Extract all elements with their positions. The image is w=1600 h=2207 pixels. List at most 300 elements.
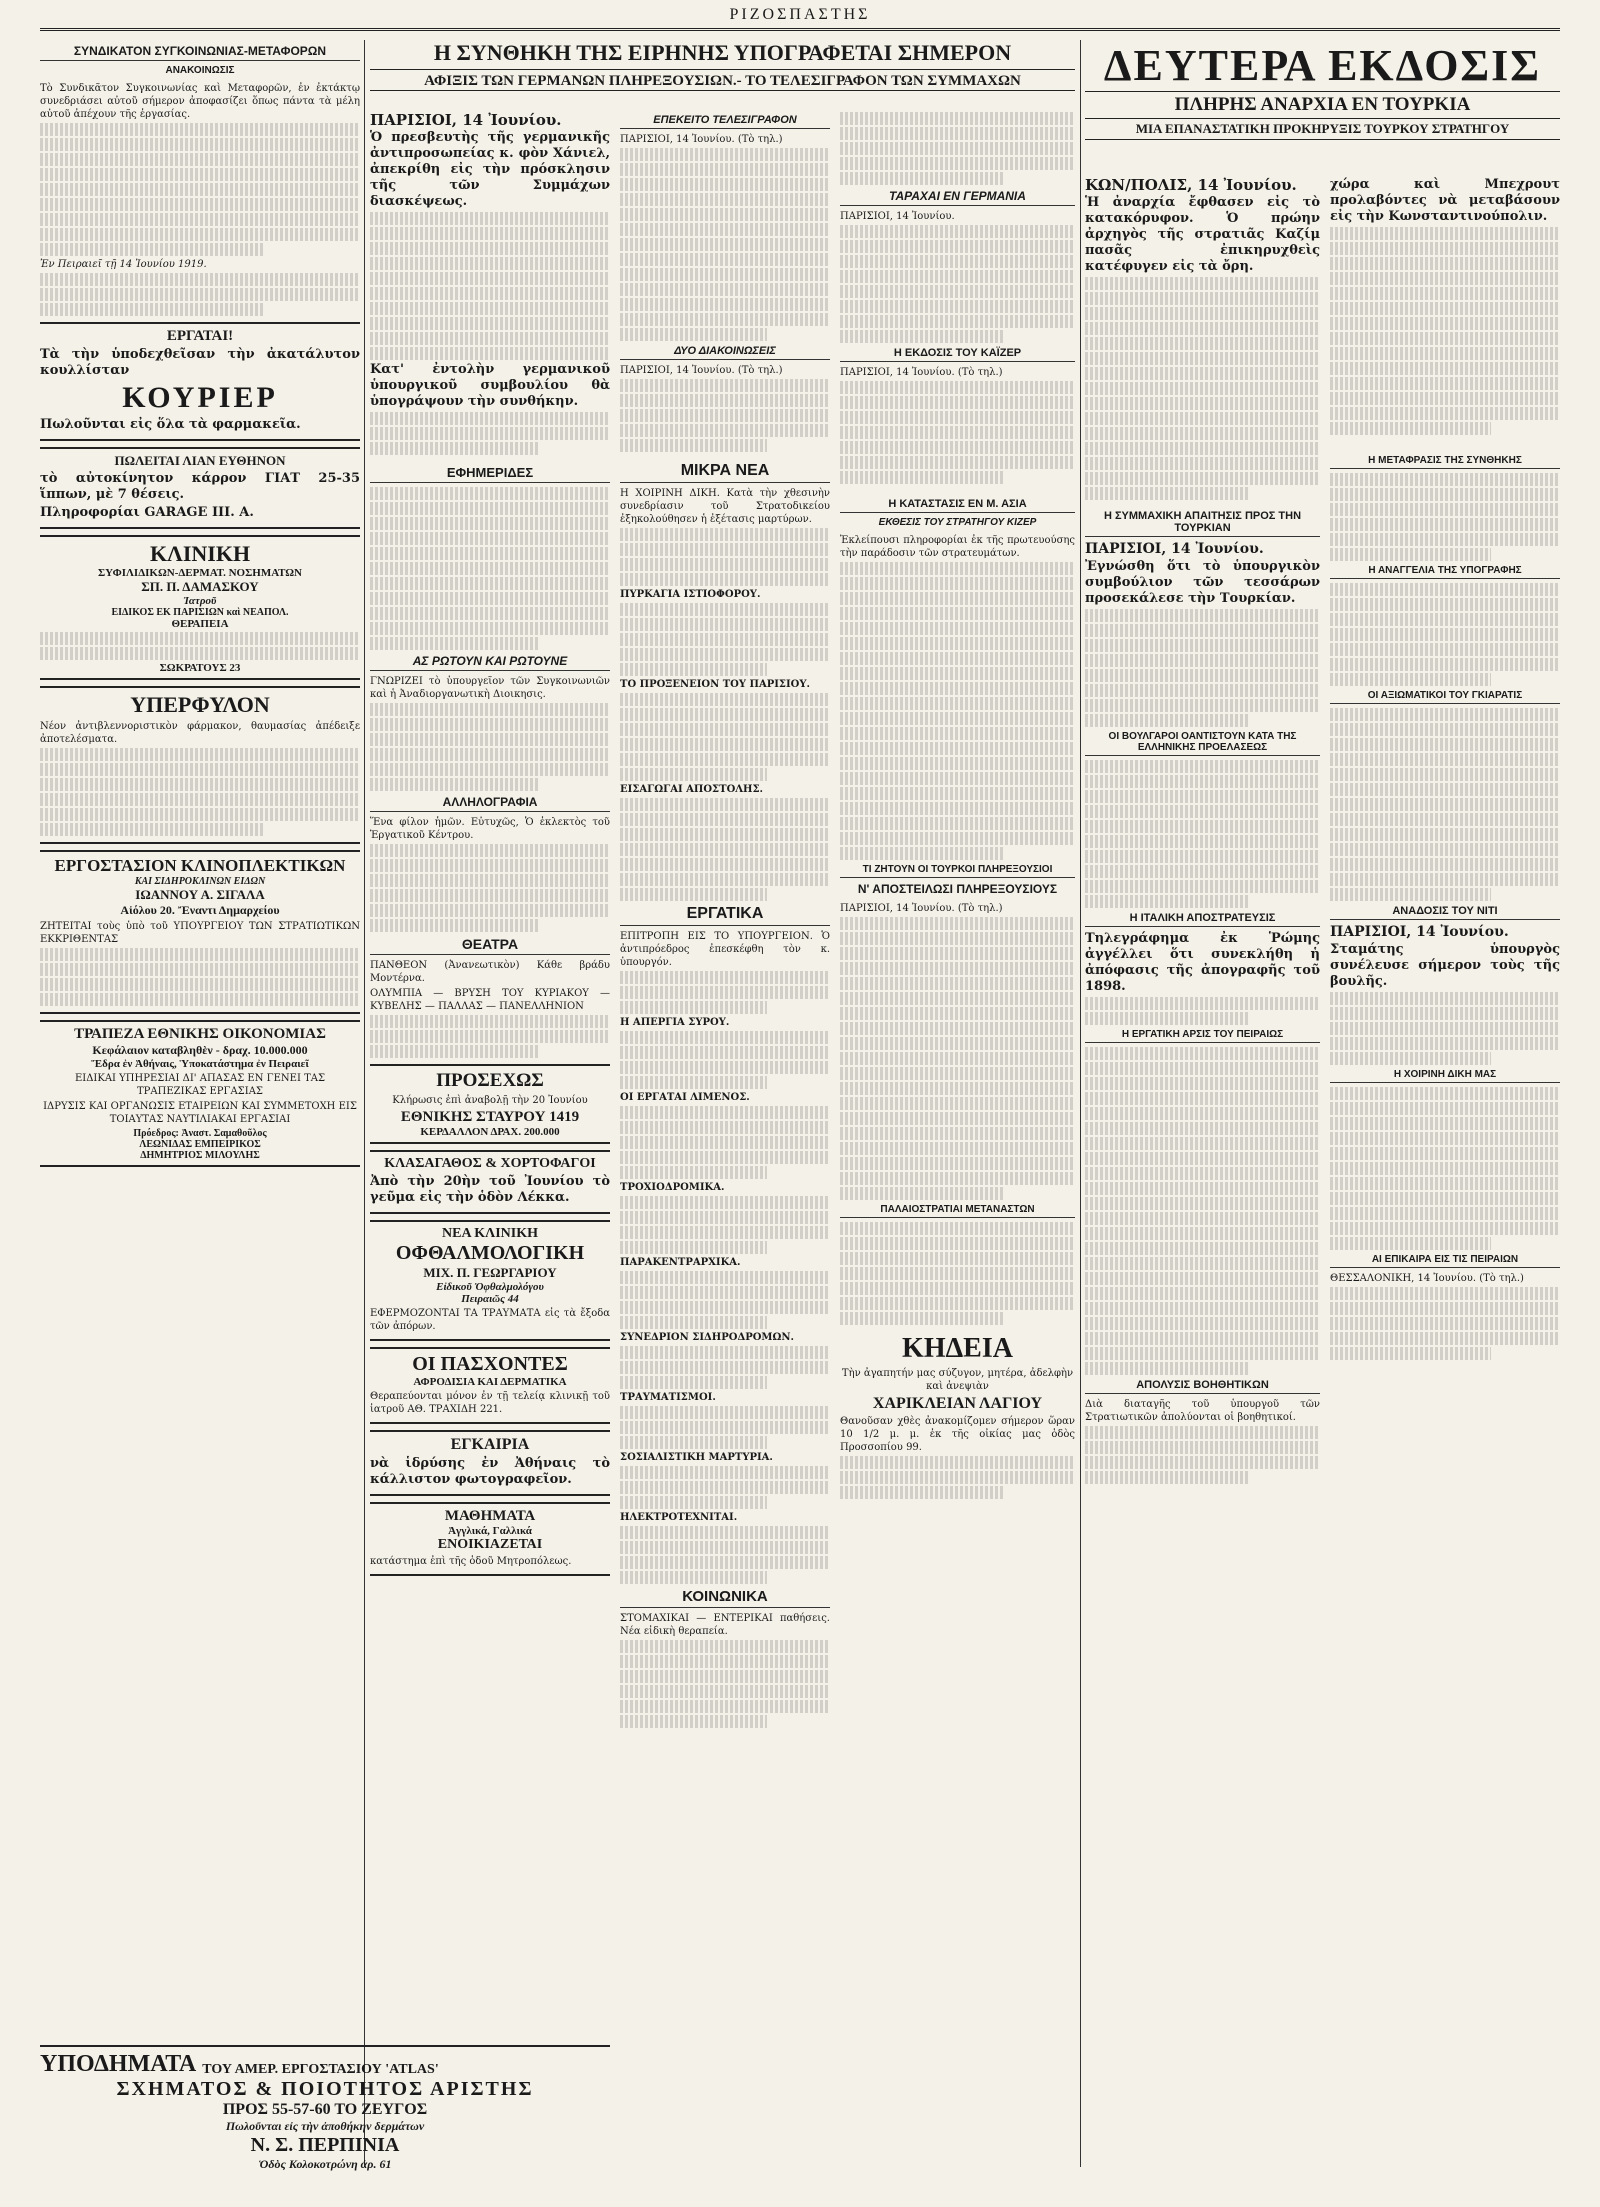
- column-2: [370, 110, 610, 2167]
- text-line: [840, 667, 1075, 680]
- text-line: [40, 808, 360, 821]
- text-line: [1085, 1152, 1320, 1165]
- text-line: [1330, 1007, 1560, 1020]
- ad-title: ΟΦΘΑΛΜΟΛΟΓΙΚΗ: [395, 1242, 585, 1264]
- text-line: [620, 723, 830, 736]
- text-line: [1330, 1102, 1560, 1115]
- news-item: Η ΑΠΕΡΓΙΑ ΣΥΡΟΥ.: [620, 1017, 730, 1028]
- text-line: [840, 255, 1075, 268]
- dateline: ΠΑΡΙΣΙΟΙ, 14 Ἰουνίου. (Τὸ τηλ.): [620, 134, 783, 145]
- text-line: [840, 456, 1075, 469]
- text-line: [1085, 805, 1320, 818]
- text-line: [1085, 1471, 1250, 1484]
- text-line: [40, 288, 360, 301]
- text-line: [370, 592, 610, 605]
- text-line: [370, 517, 610, 530]
- text-line: [620, 798, 830, 811]
- dateline: ΠΑΡΙΣΙΟΙ, 14 Ἰουνίου.: [1330, 924, 1509, 940]
- text-line: [620, 1496, 767, 1509]
- text-line: [370, 778, 538, 791]
- banner-headline: ΔΕΥΤΕΡΑ ΕΚΔΟΣΙΣ: [1085, 40, 1560, 92]
- text-line: [1330, 1177, 1560, 1190]
- text-line: [1085, 382, 1320, 395]
- text-line: [1330, 1332, 1560, 1345]
- text-line: [1085, 1441, 1320, 1454]
- text-line: [620, 1640, 830, 1653]
- section-heading: ΕΡΓΑΤΙΚΑ: [620, 905, 830, 926]
- text-line: [620, 1685, 830, 1698]
- text-line: [1330, 673, 1491, 686]
- article-body: Τηλεγράφημα ἐκ Ῥώμης ἀγγέλλει ὅτι συνεκλήθη ἡ ἀπόφασις τῆς ἀπογραφῆς τοῦ 1898.: [1085, 931, 1320, 994]
- text-line: [840, 917, 1075, 930]
- text-line: [840, 977, 1075, 990]
- text-line: [1330, 272, 1560, 285]
- text-line: [1330, 798, 1560, 811]
- text-line: [40, 123, 360, 136]
- article-body: Τὸ Συνδικᾶτον Συγκοινωνίας καὶ Μεταφορῶν, ἐν ἐκτάκτῳ συνεδριάσει αὐτοῦ σήμερον ἀποφασίζει ὅπως πάντα τὰ μέλη αὐτοῦ ἀπέχουν τῆς ἐργασίας.: [40, 83, 360, 120]
- ad-address: Ὁδὸς Κολοκοτρώνη ἀρ. 61: [258, 2157, 392, 2171]
- ad-text: τὸ αὐτοκίνητον κάρρον ΓΙΑΤ 25-35 ἵππων, μὲ 7 θέσεις.: [40, 471, 360, 502]
- text-line: [370, 763, 610, 776]
- ad-clinic: [40, 535, 360, 680]
- text-line: [620, 828, 830, 841]
- text-line: [620, 986, 830, 999]
- text-line: [1085, 654, 1320, 667]
- section-heading: Η ΣΥΜΜΑΧΙΚΗ ΑΠΑΙΤΗΣΙΣ ΠΡΟΣ ΤΗΝ ΤΟΥΡΚΙΑΝ: [1085, 510, 1320, 537]
- ad-text: κατάστημα ἐπὶ τῆς ὁδοῦ Μητροπόλεως.: [370, 1556, 572, 1567]
- news-item: ΕΙΣΑΓΩΓΑΙ ΑΠΟΣΤΟΛΗΣ.: [620, 784, 764, 795]
- text-line: [620, 268, 830, 281]
- ad-title: ΕΓΚΑΙΡΙΑ: [450, 1436, 530, 1453]
- text-line: [370, 703, 610, 716]
- section-heading: Η ΑΝΑΓΓΕΛΙΑ ΤΗΣ ΥΠΟΓΡΑΦΗΣ: [1330, 565, 1560, 579]
- dateline: ΠΑΡΙΣΙΟΙ, 14 Ἰουνίου. (Τὸ τηλ.): [620, 365, 783, 376]
- date-line: Ἐν Πειραιεῖ τῇ 14 Ἰουνίου 1919.: [40, 259, 207, 270]
- text-line: [840, 1112, 1075, 1125]
- text-line: [370, 547, 610, 560]
- text-line: [1330, 768, 1560, 781]
- news-item: ΤΟ ΠΡΟΞΕΝΕΙΟΝ ΤΟΥ ΠΑΡΙΣΙΟΥ.: [620, 679, 810, 690]
- text-line: [1085, 760, 1320, 773]
- ad-title: ΚΛΑΣΑΓΑΘΟΣ & ΧΟΡΤΟΦΑΓΟΙ: [384, 1156, 596, 1171]
- text-line: [620, 738, 830, 751]
- section-heading: ΑΠΟΛΥΣΙΣ ΒΟΗΘΗΤΙΚΩΝ: [1085, 1379, 1320, 1394]
- section-heading: Η ΜΕΤΑΦΡΑΣΙΣ ΤΗΣ ΣΥΝΘΗΚΗΣ: [1330, 455, 1560, 469]
- text-line: [370, 733, 610, 746]
- ad-subtitle: ΑΦΡΟΔΙΣΙΑ ΚΑΙ ΔΕΡΜΑΤΙΚΑ: [413, 1376, 567, 1388]
- text-line: [1085, 307, 1320, 320]
- text-line: [620, 813, 830, 826]
- text-line: [40, 213, 360, 226]
- text-line: [1330, 1037, 1560, 1050]
- text-line: [620, 193, 830, 206]
- ad-name: Ν. Σ. ΠΕΡΠΙΝΙΑ: [250, 2134, 400, 2156]
- text-line: [1330, 1087, 1560, 1100]
- text-line: [1330, 422, 1491, 435]
- column-left: [40, 40, 360, 2167]
- text-line: [40, 793, 360, 806]
- text-line: [620, 1571, 767, 1584]
- ad-text: ΙΔΡΥΣΙΣ ΚΑΙ ΟΡΓΑΝΩΣΙΣ ΕΤΑΙΡΕΙΩΝ ΚΑΙ ΣΥΜΜΕΤΟΧΗ ΕΙΣ ΤΟΙΑΥΤΑΣ ΝΑΥΤΙΛΙΑΚΑΙ ΕΡΓΑΣΙΑΙ: [43, 1101, 357, 1125]
- ad-title: ΜΑΘΗΜΑΤΑ: [444, 1508, 536, 1524]
- text-line: [1085, 835, 1320, 848]
- column-rule: [1080, 40, 1081, 2167]
- text-line: [40, 748, 360, 761]
- text-line: [1085, 352, 1320, 365]
- news-item: ΟΙ ΕΡΓΑΤΑΙ ΛΙΜΕΝΟΣ.: [620, 1092, 750, 1103]
- ad-title: ΚΛΙΝΙΚΗ: [149, 541, 251, 566]
- text-line: [1330, 828, 1560, 841]
- text-line: [1330, 1302, 1560, 1315]
- doctor-name: ΣΠ. Π. ΔΑΜΑΣΚΟΥ: [141, 579, 259, 594]
- section-heading: ΑΛΛΗΛΟΓΡΑΦΙΑ: [370, 795, 610, 812]
- text-line: [620, 663, 767, 676]
- text-line: [840, 1282, 1075, 1295]
- text-line: [620, 1136, 830, 1149]
- text-line: [840, 607, 1075, 620]
- text-line: [370, 332, 610, 345]
- text-line: [1085, 865, 1320, 878]
- text-line: [620, 283, 830, 296]
- text-line: [620, 1151, 830, 1164]
- text-line: [840, 1456, 1075, 1469]
- text-line: [40, 228, 360, 241]
- text-line: [840, 742, 1075, 755]
- ad-text: ΕΙΔΙΚΑΙ ΥΠΗΡΕΣΙΑΙ ΔΙ' ΑΠΑΣΑΣ ΕΝ ΓΕΝΕΙ ΤΑΣ ΤΡΑΠΕΖΙΚΑΣ ΕΡΓΑΣΙΑΣ: [74, 1073, 326, 1097]
- text-line: [840, 787, 1075, 800]
- text-line: [840, 157, 1075, 170]
- section-subheading: Ν' ΑΠΟΣΤΕΙΛΩΣΙ ΠΛΗΡΕΞΟΥΣΙΟΥΣ: [857, 882, 1058, 896]
- text-line: [370, 1015, 610, 1028]
- text-line: [1330, 628, 1560, 641]
- text-line: [1085, 684, 1320, 697]
- text-line: [1330, 1237, 1491, 1250]
- text-line: [1085, 1362, 1250, 1375]
- text-line: [840, 1312, 1005, 1325]
- text-line: [1330, 658, 1560, 671]
- text-line: [40, 823, 264, 836]
- text-line: [620, 1541, 830, 1554]
- text-line: [1085, 1077, 1320, 1090]
- text-line: [1085, 639, 1320, 652]
- text-line: [840, 652, 1075, 665]
- text-line: [370, 718, 610, 731]
- ad-factory: [40, 850, 360, 1014]
- ad-title: ΕΝΟΙΚΙΑΖΕΤΑΙ: [437, 1537, 543, 1552]
- text-line: [840, 1037, 1075, 1050]
- ad-text: Ἰατροῦ: [183, 595, 217, 607]
- ad-address: Πειραιῶς 44: [461, 1293, 519, 1305]
- text-line: [370, 347, 610, 360]
- ad-lottery: [370, 1064, 610, 1144]
- text-line: [620, 1061, 830, 1074]
- text-line: [1085, 1242, 1320, 1255]
- column-rule: [364, 40, 365, 2167]
- text-line: [620, 1076, 767, 1089]
- text-line: [1330, 1287, 1560, 1300]
- text-line: [620, 1316, 767, 1329]
- text-line: [620, 1421, 830, 1434]
- text-line: [840, 426, 1075, 439]
- text-line: [620, 1670, 830, 1683]
- text-line: [1330, 1147, 1560, 1160]
- text-line: [1330, 362, 1560, 375]
- ad-title: ΥΠΟΔΗΜΑΤΑ: [40, 2051, 197, 2077]
- text-line: [370, 748, 610, 761]
- text-line: [620, 178, 830, 191]
- article-subheading: ΑΝΑΚΟΙΝΩΣΙΣ: [165, 65, 235, 76]
- ad-address: ΣΩΚΡΑΤΟΥΣ 23: [159, 662, 241, 674]
- ad-text: ΕΘΝΙΚΗΣ ΣΤΑΥΡΟΥ 1419: [400, 1109, 580, 1125]
- text-line: [840, 1297, 1075, 1310]
- article-heading: ΣΥΝΔΙΚΑΤΟΝ ΣΥΓΚΟΙΝΩΝΙΑΣ-ΜΕΤΑΦΟΡΩΝ: [40, 44, 360, 61]
- text-line: [840, 1127, 1075, 1140]
- text-line: [620, 253, 830, 266]
- section-heading: ΟΙ ΑΞΙΩΜΑΤΙΚΟΙ ΤΟΥ ΓΚΙΑΡΑΤΙΣ: [1330, 690, 1560, 704]
- text-line: [1085, 1272, 1320, 1285]
- text-line: [370, 637, 538, 650]
- section-heading: Η ΙΤΑΛΙΚΗ ΑΠΟΣΤΡΑΤΕΥΣΙΣ: [1085, 912, 1320, 927]
- text-line: [1085, 427, 1320, 440]
- text-line: [1085, 714, 1250, 727]
- text-line: [620, 328, 767, 341]
- article-body: Ἕνα φίλον ἡμῶν. Εὐτυχῶς, Ὁ ἐκλεκτὸς τοῦ Ἑργατικοῦ Κέντρου.: [370, 817, 610, 841]
- text-line: [370, 302, 610, 315]
- text-line: [1330, 377, 1560, 390]
- ad-yperfylon: [40, 686, 360, 844]
- text-line: [620, 208, 830, 221]
- text-line: [1085, 1197, 1320, 1210]
- text-line: [620, 1526, 830, 1539]
- ad-lessons: [370, 1502, 610, 1576]
- text-line: [40, 303, 264, 316]
- text-line: [40, 963, 360, 976]
- text-line: [370, 427, 610, 440]
- text-line: [370, 242, 610, 255]
- text-line: [1330, 1162, 1560, 1175]
- ad-text: Τὰ τὴν ὑποδεχθεῖσαν τὴν ἀκατάλυτον κουλλίσταν: [40, 347, 360, 378]
- text-line: [1330, 992, 1560, 1005]
- text-line: [840, 637, 1075, 650]
- text-line: [1085, 1302, 1320, 1315]
- section-heading: ΤΙ ΖΗΤΟΥΝ ΟΙ ΤΟΥΡΚΟΙ ΠΛΗΡΕΞΟΥΣΙΟΙ: [840, 864, 1075, 878]
- text-line: [840, 1082, 1075, 1095]
- ad-heading: ΕΡΓΑΤΑΙ!: [166, 328, 234, 344]
- news-item: ΣΟΣΙΑΛΙΣΤΙΚΗ ΜΑΡΤΥΡΙΑ.: [620, 1452, 773, 1463]
- text-line: [840, 300, 1075, 313]
- dateline: ΠΑΡΙΣΙΟΙ, 14 Ἰουνίου. (Τὸ τηλ.): [840, 903, 1003, 914]
- text-line: [1085, 397, 1320, 410]
- text-line: [620, 768, 767, 781]
- ad-kourier: [40, 322, 360, 441]
- ad-text: ΖΗΤΕΙΤΑΙ τοὺς ὑπὸ τοῦ ΥΠΟΥΡΓΕΙΟΥ ΤΩΝ ΣΤΡΑΤΙΩΤΙΚΩΝ ΕΚΚΡΙΘΕΝΤΑΣ: [40, 921, 360, 945]
- text-line: [1085, 457, 1320, 470]
- masthead: ΡΙΖΟΣΠΑΣΤΗΣ: [40, 6, 1560, 31]
- ad-address: Αἰόλου 20. Ἔναντι Δημαρχείου: [120, 903, 280, 917]
- section-heading: ΚΟΙΝΩΝΙΚΑ: [620, 1588, 830, 1608]
- ad-subtitle: ΤΟΥ ΑΜΕΡ. ΕΡΓΟΣΤΑΣΙΟΥ 'ATLAS': [202, 2062, 439, 2077]
- text-line: [1330, 888, 1491, 901]
- text-line: [840, 127, 1075, 140]
- text-line: [1330, 533, 1560, 546]
- text-line: [620, 1655, 830, 1668]
- text-line: [840, 411, 1075, 424]
- text-line: [620, 1286, 830, 1299]
- ad-vegetarian: [370, 1150, 610, 1214]
- text-line: [370, 607, 610, 620]
- text-line: [840, 712, 1075, 725]
- text-line: [620, 409, 830, 422]
- ad-heading: ΠΩΛΕΙΤΑΙ ΛΙΑΝ ΕΥΘΗΝΟΝ: [114, 453, 286, 468]
- ad-price: ΠΡΟΣ 55-57-60 ΤΟ ΖΕΥΓΟΣ: [222, 2101, 428, 2118]
- text-line: [1085, 669, 1320, 682]
- text-line: [620, 298, 830, 311]
- text-line: [40, 647, 360, 660]
- dateline: ΠΑΡΙΣΙΟΙ, 14 Ἰουνίου.: [1085, 541, 1264, 557]
- article-body: Ἐγνώσθη ὅτι τὸ ὑπουργικὸν συμβούλιον τῶν τεσσάρων προσεκάλεσε τὴν Τουρκίαν.: [1085, 559, 1320, 606]
- text-line: [620, 223, 830, 236]
- text-line: [1085, 487, 1250, 500]
- text-line: [370, 904, 610, 917]
- text-line: [840, 847, 1005, 860]
- news-item: ΗΛΕΚΤΡΟΤΕΧΝΙΤΑΙ.: [620, 1512, 738, 1523]
- text-line: [840, 1007, 1075, 1020]
- text-line: [40, 198, 360, 211]
- text-line: [840, 962, 1075, 975]
- funeral-heading: ΚΗΔΕΙΑ: [902, 1333, 1013, 1364]
- text-line: [1330, 257, 1560, 270]
- text-line: [1330, 503, 1560, 516]
- text-line: [1085, 1332, 1320, 1345]
- text-line: [620, 528, 830, 541]
- text-line: [370, 227, 610, 240]
- ad-text: Κεφάλαιον καταβληθὲν - δραχ. 10.000.000: [92, 1043, 308, 1057]
- column-6: [1330, 175, 1560, 2167]
- text-line: [620, 148, 830, 161]
- ad-text: Εἰδικοῦ Ὀφθαλμολόγου: [436, 1281, 544, 1293]
- section-heading: Η ΕΡΓΑΤΙΚΗ ΑΡΣΙΣ ΤΟΥ ΠΕΙΡΑΙΩΣ: [1085, 1029, 1320, 1043]
- text-line: [370, 412, 610, 425]
- ad-bank: [40, 1020, 360, 1167]
- text-line: [40, 153, 360, 166]
- section-heading: ΑΝΑΔΟΣΙΣ ΤΟΥ ΝΙΤΙ: [1330, 905, 1560, 920]
- text-line: [840, 1252, 1075, 1265]
- text-line: [840, 817, 1075, 830]
- text-line: [840, 270, 1075, 283]
- text-line: [370, 577, 610, 590]
- text-line: [840, 381, 1075, 394]
- text-line: [1085, 1456, 1320, 1469]
- text-line: [1330, 1052, 1491, 1065]
- text-line: [370, 502, 610, 515]
- text-line: [620, 888, 767, 901]
- text-line: [840, 622, 1075, 635]
- text-line: [840, 441, 1075, 454]
- section-heading: Η ΚΑΤΑΣΤΑΣΙΣ ΕΝ Μ. ΑΣΙΑ: [840, 498, 1075, 513]
- text-line: [840, 757, 1075, 770]
- ad-text: Ἀγγλικά, Γαλλικά: [448, 1525, 532, 1537]
- text-line: [1330, 227, 1560, 240]
- text-line: [1330, 738, 1560, 751]
- text-line: [1330, 583, 1560, 596]
- text-line: [620, 1481, 830, 1494]
- text-line: [840, 1157, 1075, 1170]
- text-line: [1330, 473, 1560, 486]
- ad-text: Θεραπεύονται μόνον ἐν τῇ τελείᾳ κλινικῇ τοῦ ἰατροῦ ΑΘ. ΤΡΑΧΙΔΗ 221.: [370, 1391, 610, 1415]
- text-line: [620, 1436, 767, 1449]
- text-line: [1085, 895, 1250, 908]
- text-line: [620, 1166, 767, 1179]
- text-line: [370, 257, 610, 270]
- section-heading: ΘΕΑΤΡΑ: [370, 936, 610, 955]
- ad-name: ΙΩΑΝΝΟΥ Α. ΣΙΓΑΛΑ: [135, 887, 265, 902]
- text-line: [840, 682, 1075, 695]
- text-line: [620, 1466, 830, 1479]
- text-line: [1085, 1212, 1320, 1225]
- text-line: [1330, 613, 1560, 626]
- text-line: [1085, 1047, 1320, 1060]
- text-line: [1330, 407, 1560, 420]
- text-line: [840, 172, 1005, 185]
- text-line: [840, 932, 1075, 945]
- text-line: [840, 577, 1075, 590]
- text-line: [620, 543, 830, 556]
- text-line: [40, 948, 360, 961]
- text-line: [1330, 317, 1560, 330]
- text-line: [1085, 1227, 1320, 1240]
- text-line: [620, 971, 830, 984]
- ad-text: ΕΦΕΡΜΟΖΟΝΤΑΙ ΤΑ ΤΡΑΥΜΑΤΑ εἰς τὰ ἔξοδα τῶν ἀπόρων.: [370, 1308, 610, 1332]
- text-line: [840, 142, 1075, 155]
- text-line: [1085, 1257, 1320, 1270]
- text-line: [620, 618, 830, 631]
- text-line: [620, 1700, 830, 1713]
- text-line: [1330, 723, 1560, 736]
- text-line: [1330, 1132, 1560, 1145]
- text-line: [1330, 708, 1560, 721]
- section-heading: Η ΕΚΔΟΣΙΣ ΤΟΥ ΚΑΪΖΕΡ: [840, 347, 1075, 362]
- section-heading: ΕΦΗΜΕΡΙΔΕΣ: [370, 465, 610, 483]
- text-line: [370, 919, 538, 932]
- text-line: [620, 753, 830, 766]
- text-line: [370, 1030, 610, 1043]
- article-body: ΣΤΟΜΑΧΙΚΑΙ — ΕΝΤΕΡΙΚΑΙ παθήσεις. Νέα εἰδικὴ θεραπεία.: [620, 1613, 830, 1637]
- text-line: [620, 439, 767, 452]
- text-line: [840, 285, 1075, 298]
- text-line: [370, 487, 610, 500]
- text-line: [620, 648, 830, 661]
- text-line: [1330, 242, 1560, 255]
- banner-headline: Η ΣΥΝΘΗΚΗ ΤΗΣ ΕΙΡΗΝΗΣ ΥΠΟΓΡΑΦΕΤΑΙ ΣΗΜΕΡΟΝ: [370, 40, 1075, 70]
- text-line: [1085, 322, 1320, 335]
- article-body: Η ΧΟΙΡΙΝΗ ΔΙΚΗ. Κατὰ τὴν χθεσινὴν συνεδρίασιν τοῦ Στρατοδικείου ἐξηκολούθησεν ἡ ἐξέτασις μαρτύρων.: [620, 488, 830, 525]
- text-line: [620, 1715, 767, 1728]
- text-line: [840, 240, 1075, 253]
- text-line: [370, 1045, 538, 1058]
- ad-text: ΘΕΡΑΠΕΙΑ: [171, 618, 229, 630]
- text-line: [840, 396, 1075, 409]
- text-line: [1085, 1137, 1320, 1150]
- section-heading: ΤΑΡΑΧΑΙ ΕΝ ΓΕΡΜΑΝΙΑ: [840, 189, 1075, 206]
- text-line: [620, 573, 830, 586]
- text-line: [840, 1237, 1075, 1250]
- ad-subtitle: ΚΑΙ ΣΙΔΗΡΟΚΛΙΝΩΝ ΕΙΔΩΝ: [134, 876, 266, 887]
- text-line: [1330, 843, 1560, 856]
- text-line: [620, 558, 830, 571]
- text-line: [620, 873, 830, 886]
- text-line: [620, 1361, 830, 1374]
- text-line: [370, 562, 610, 575]
